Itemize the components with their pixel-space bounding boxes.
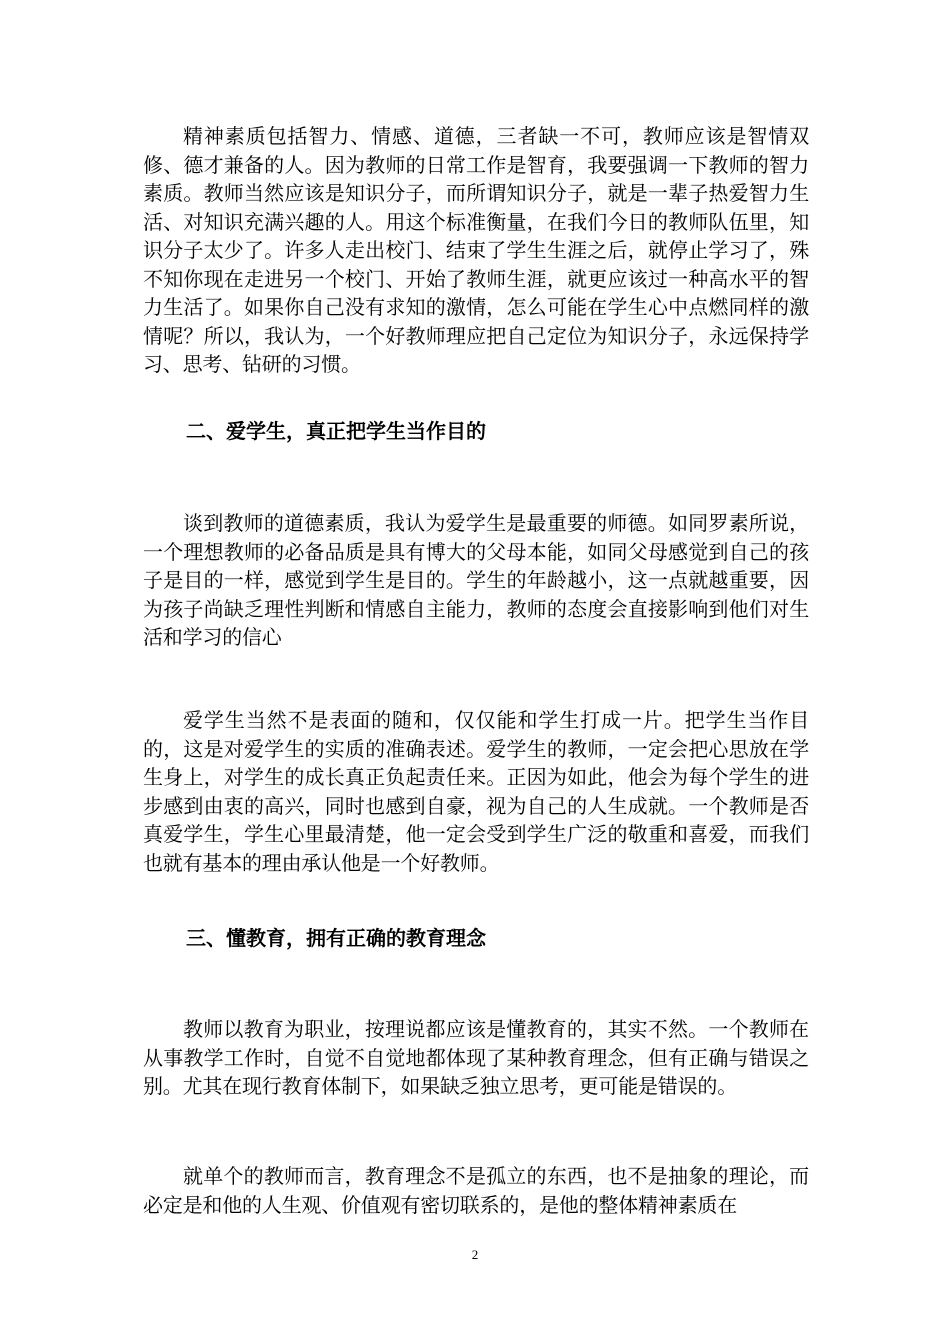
paragraph-intellectual-quality: 精神素质包括智力、情感、道德，三者缺一不可，教师应该是智情双修、德才兼备的人。因为教师的日常工作是智育，我要强调一下教师的智力素质。教师当然应该是知识分子，而所谓知识分子，就是一辈子热爱智力生活、对知识充满兴趣的人。用这个标准衡量，在我们今日的教师队伍里，知识分子太少了。许多人走出校门、结束了学生生涯之后，就停止学习了，殊不知你现在走进另一个校门、开始了教师生涯，就更应该过一种高水平的智力生活了。如果你自己没有求知的激情，怎么可能在学生心中点燃同样的激情呢？所以，我认为，一个好教师理应把自己定位为知识分子，永远保持学习、思考、钻研的习惯。 — [143, 124, 809, 376]
paragraph-moral-quality: 谈到教师的道德素质，我认为爱学生是最重要的师德。如同罗素所说，一个理想教师的必备品质是具有博大的父母本能，如同父母感觉到自己的孩子是目的一样，感觉到学生是目的。学生的年龄越小，这一点就越重要，因为孩子尚缺乏理性判断和情感自主能力，教师的态度会直接影响到他们对生活和学习的信心 — [143, 511, 809, 649]
paragraph-love-students-essence: 爱学生当然不是表面的随和，仅仅能和学生打成一片。把学生当作目的，这是对爱学生的实质的准确表述。爱学生的教师，一定会把心思放在学生身上，对学生的成长真正负起责任来。正因为如此，他会为每个学生的进步感到由衷的高兴，同时也感到自豪，视为自己的人生成就。一个教师是否真爱学生，学生心里最清楚，他一定会受到学生广泛的敬重和喜爱，而我们也就有基本的理由承认他是一个好教师。 — [143, 708, 809, 875]
section-heading-love-students: 二、爱学生，真正把学生当作目的 — [186, 419, 486, 443]
section-heading-understand-education: 三、懂教育，拥有正确的教育理念 — [186, 926, 486, 950]
paragraph-education-profession: 教师以教育为职业，按理说都应该是懂教育的，其实不然。一个教师在从事教学工作时，自觉不自觉地都体现了某种教育理念，但有正确与错误之别。尤其在现行教育体制下，如果缺乏独立思考，更可能是错误的。 — [143, 1017, 809, 1098]
page-number: 2 — [471, 1247, 479, 1262]
paragraph-education-philosophy: 就单个的教师而言，教育理念不是孤立的东西，也不是抽象的理论，而必定是和他的人生观、价值观有密切联系的，是他的整体精神素质在 — [143, 1164, 809, 1217]
